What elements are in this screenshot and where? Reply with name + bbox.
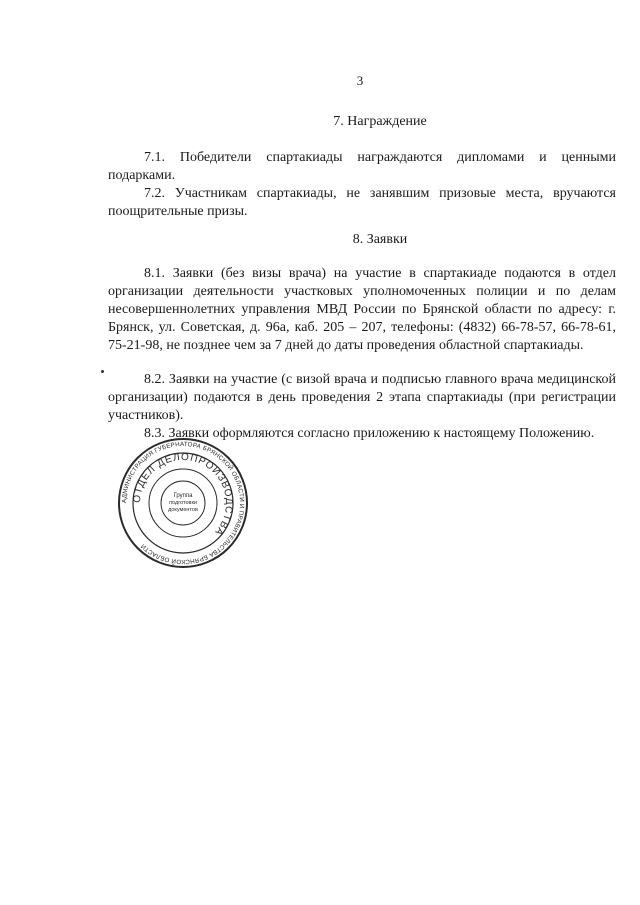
stamp-seal-icon — [117, 437, 249, 569]
stamp-outer-text: АДМИНИСТРАЦИЯ ГУБЕРНАТОРА БРЯНСКОЙ ОБЛАСТИ И ПРАВИТЕЛЬСТВА БРЯНСКОЙ ОБЛАСТИ — [120, 440, 246, 566]
stamp-center-line: документов — [168, 507, 198, 513]
section-title-applications: 8. Заявки — [352, 232, 408, 247]
paragraph-7-1: 7.1. Победители спартакиады награждаются дипломами и ценными подарками. — [108, 150, 616, 183]
official-stamp — [117, 437, 249, 569]
stamp-department-text: ОТДЕЛ ДЕЛОПРОИЗВОДСТВА — [131, 451, 235, 538]
scan-speck — [101, 370, 104, 373]
page-number: 3 — [356, 73, 364, 88]
section-title-awards: 7. Награждение — [333, 114, 427, 129]
stamp-center-line: Группа — [173, 493, 193, 499]
paragraph-8-1: 8.1. Заявки (без визы врача) на участие в спартакиаде подаются в отдел организации деятельности участковых уполномоченных полиции и по делам несовершеннолетних управления МВД России по Брянской области по адресу: г. Брянск, ул. Советская, д. 96а, каб. 205 – 207, телефоны: (4832) 66-78-57, 66-78-61, 75-21-98, не позднее чем за 7 дней до даты проведения областной спартакиады. — [108, 266, 616, 353]
paragraph-8-2: 8.2. Заявки на участие (с визой врача и подписью главного врача медицинской организации) подаются в день проведения 2 этапа спартакиады (при регистрации участников). — [108, 372, 616, 423]
paragraph-8-3: 8.3. Заявки оформляются согласно приложению к настоящему Положению. — [144, 426, 595, 441]
stamp-center-line: подготовки — [169, 500, 197, 506]
paragraph-7-2: 7.2. Участникам спартакиады, не занявшим призовые места, вручаются поощрительные призы. — [108, 186, 616, 219]
